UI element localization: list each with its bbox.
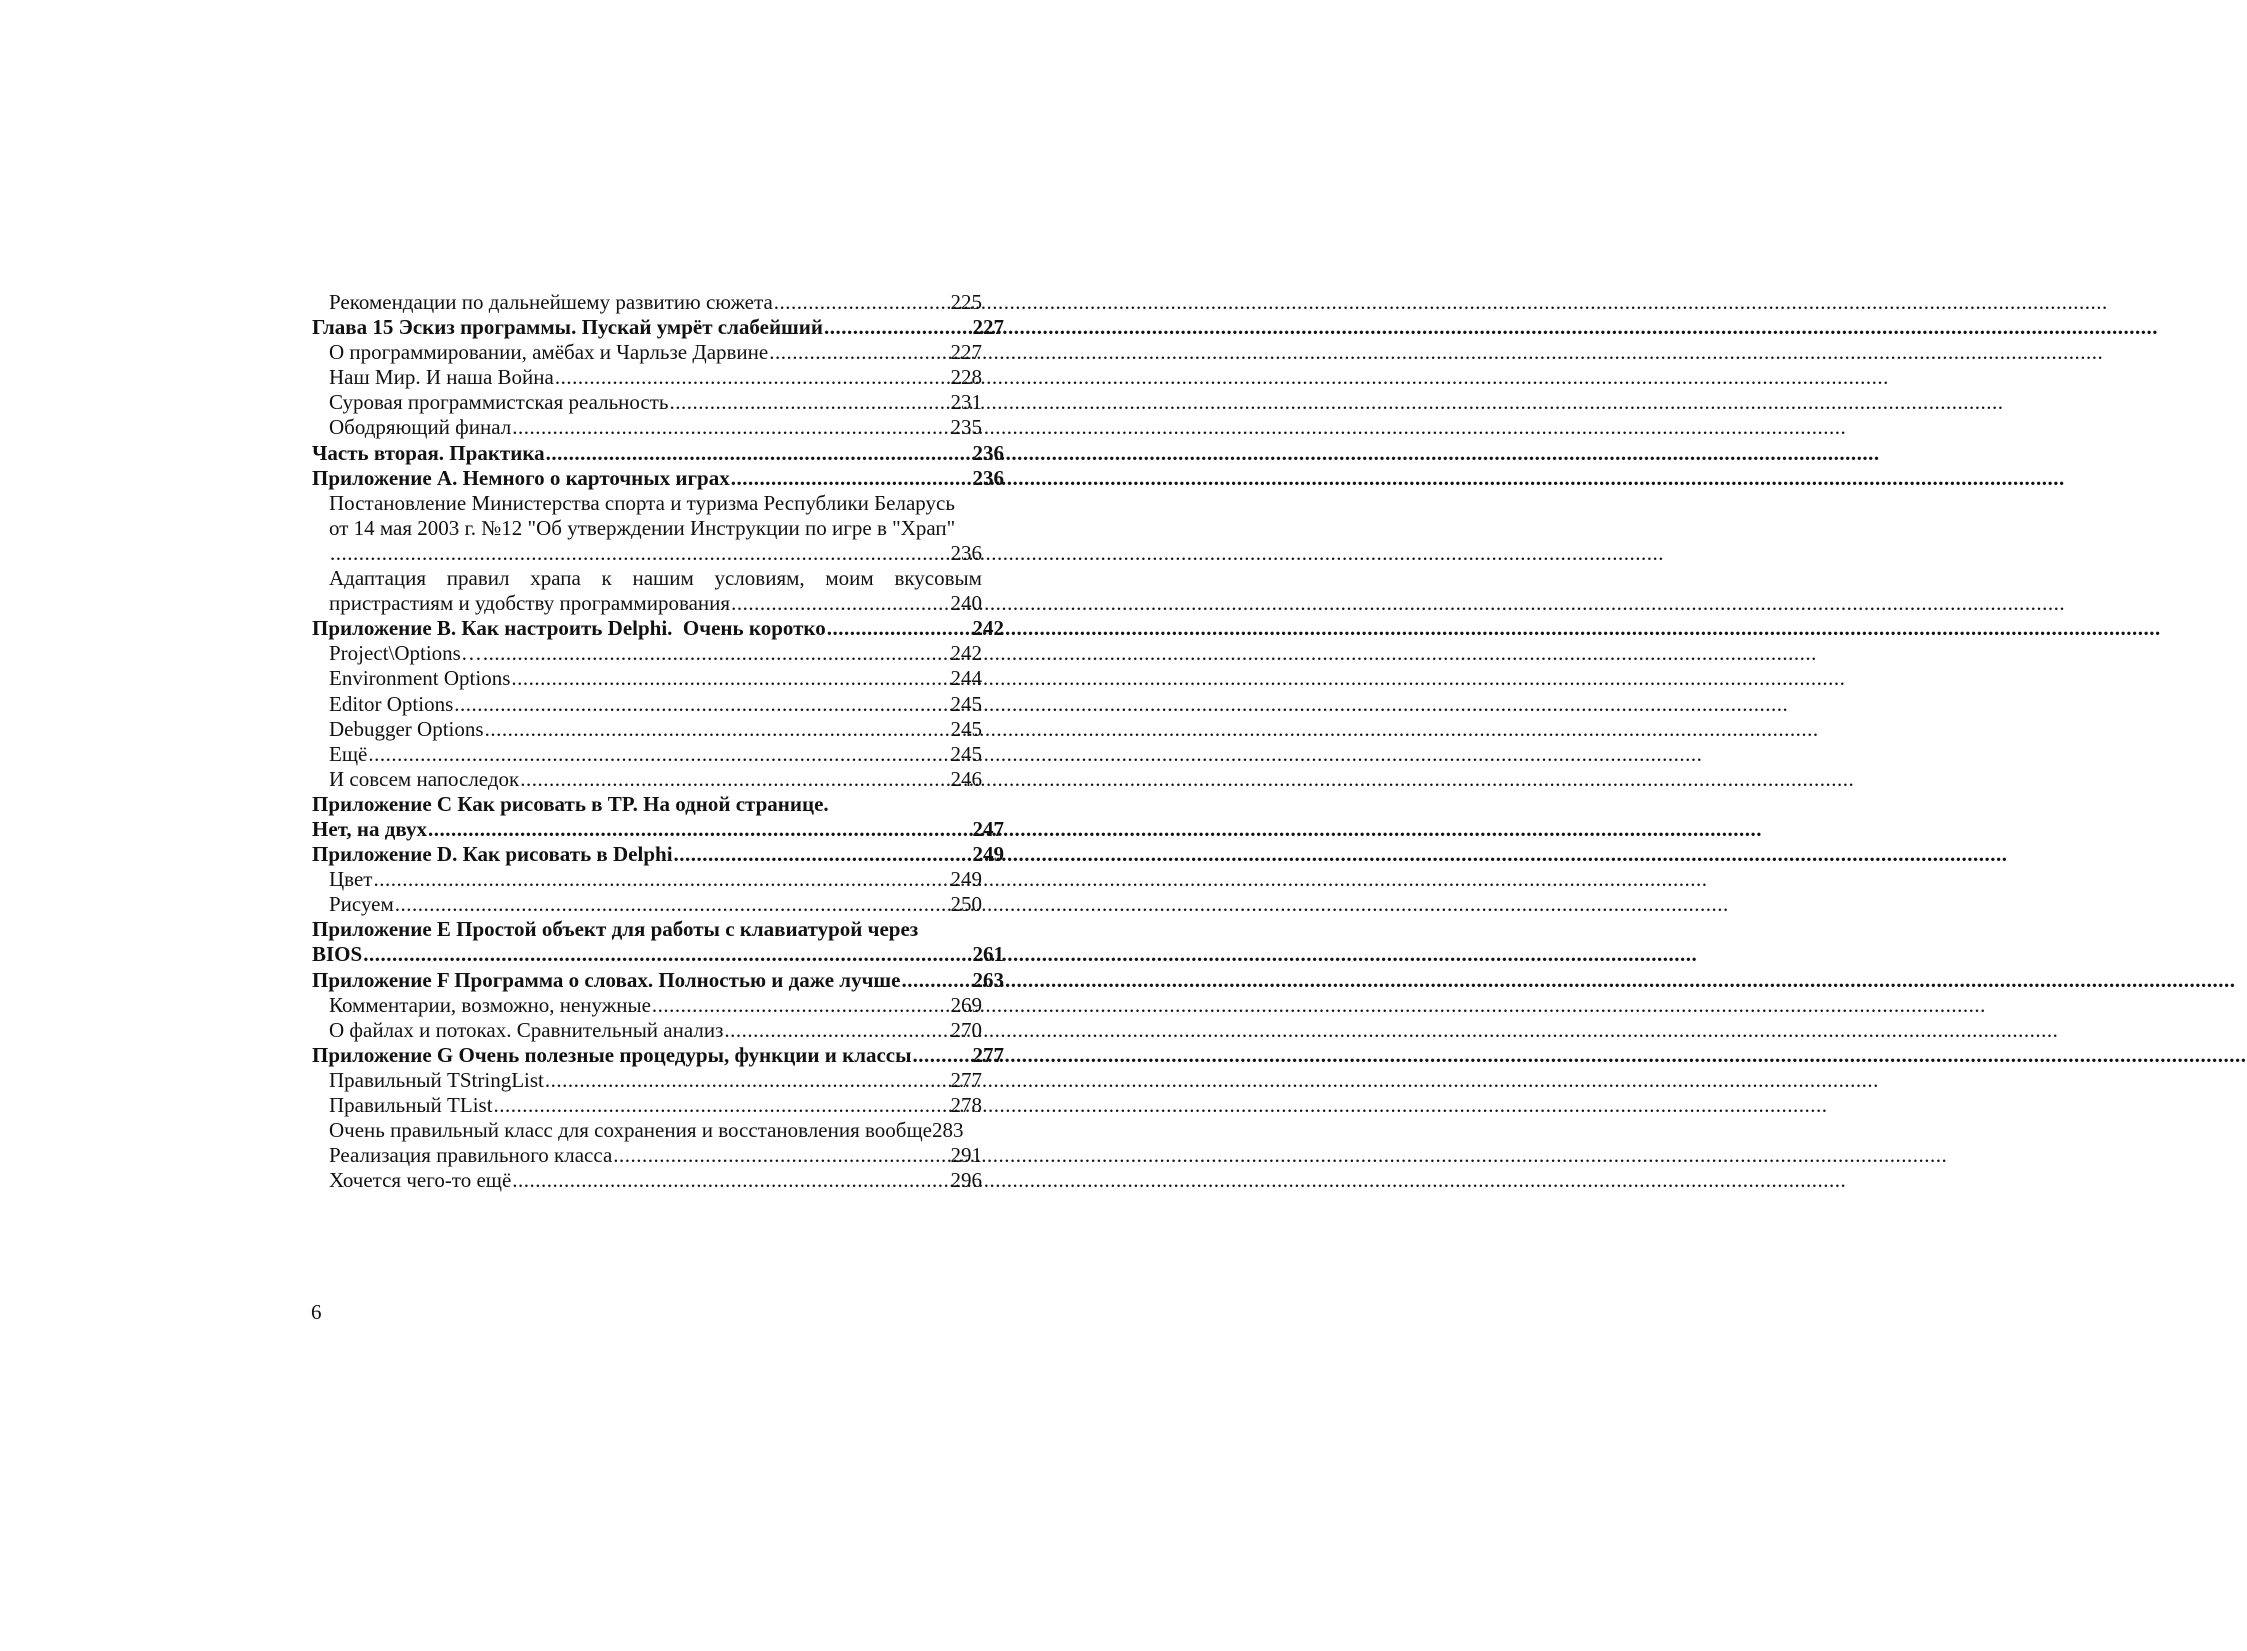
toc-entry[interactable]	[312, 692, 1004, 717]
toc-entry[interactable]	[312, 290, 1004, 315]
toc-chapter-title-line: BIOS	[312, 942, 363, 967]
dot-leader	[774, 290, 950, 315]
toc-chapter-title: Приложение А. Немного о карточных играх	[312, 465, 730, 490]
toc-entry-title: Хочется чего-то ещё	[329, 1168, 512, 1193]
dot-leader	[545, 1068, 950, 1093]
dot-leader	[368, 742, 949, 767]
toc-entry-leader-line	[312, 591, 1004, 616]
toc-chapter-leader-line	[312, 817, 1004, 842]
toc-chapter-multiline[interactable]	[312, 917, 1004, 967]
toc-entry-page: 277	[950, 1067, 982, 1092]
toc-chapter-title: Приложение D. Как рисовать в Delphi	[312, 842, 673, 867]
page-number: 6	[311, 1300, 322, 1324]
word: условиям,	[714, 566, 805, 591]
toc-entry[interactable]	[312, 390, 1004, 415]
word: моим	[825, 566, 874, 591]
dot-leader	[494, 1093, 950, 1118]
toc-entry[interactable]	[312, 1168, 1004, 1193]
toc-chapter[interactable]	[312, 842, 1004, 867]
word: правил	[446, 566, 510, 591]
dot-leader	[674, 842, 972, 867]
toc-entry-multiline[interactable]	[312, 566, 1004, 616]
word: к	[601, 566, 612, 591]
toc-entry[interactable]	[312, 1118, 1004, 1143]
toc-chapter[interactable]	[312, 1043, 1004, 1068]
dot-leader	[824, 315, 972, 340]
dot-leader	[546, 441, 972, 466]
dot-leader	[512, 415, 949, 440]
toc-entry-page: 236	[950, 540, 982, 565]
toc-chapter-title: Приложение F Программа о словах. Полностью и даже лучше	[312, 967, 901, 992]
toc-entry-page: 245	[950, 741, 982, 766]
toc-entry-title: Debugger Options	[329, 716, 484, 741]
toc-entry-page: 283	[931, 1118, 964, 1143]
toc-entry-title: Ободряющий финал	[329, 415, 512, 440]
word: нашим	[632, 566, 694, 591]
dot-leader	[512, 1168, 949, 1193]
toc-chapter-page: 277	[972, 1042, 1004, 1067]
dot-leader	[731, 591, 949, 616]
toc-chapter-title-line: Приложение E Простой объект для работы с клавиатурой через	[312, 917, 919, 942]
toc-entry-page: 245	[950, 716, 982, 741]
dot-leader	[670, 390, 950, 415]
toc-entry[interactable]	[312, 892, 1004, 917]
toc-chapter-title-line: Приложение C Как рисовать в TP. На одной странице.	[312, 791, 829, 816]
toc-chapter[interactable]	[312, 466, 1004, 491]
toc-entry-multiline[interactable]	[312, 491, 1004, 566]
toc-chapter-leader-line	[312, 942, 1004, 967]
toc-entry-page: 227	[950, 340, 982, 365]
toc-entry-leader-line	[312, 541, 1004, 566]
toc-chapter[interactable]	[312, 315, 1004, 340]
toc-entry-page: 250	[950, 892, 982, 917]
toc-chapter-page: 236	[972, 465, 1004, 490]
dot-leader	[483, 641, 950, 666]
toc-chapter[interactable]	[312, 968, 1004, 993]
toc-chapter-page: 247	[972, 816, 1004, 841]
toc-entry[interactable]	[312, 1018, 1004, 1043]
dot-leader	[913, 1043, 972, 1068]
toc-entry-title: Наш Мир. И наша Война	[329, 365, 554, 390]
dot-leader	[555, 365, 950, 390]
toc-entry-page: 228	[950, 365, 982, 390]
toc-entry-title: Цвет	[329, 867, 373, 892]
toc-entry-page: 270	[950, 1017, 982, 1042]
toc-entry-page: 269	[950, 992, 982, 1017]
toc-chapter-page: 263	[972, 967, 1004, 992]
toc-chapter-page: 242	[972, 616, 1004, 641]
toc-entry-title: Правильный TList	[329, 1093, 493, 1117]
toc-entry-page: 231	[950, 390, 982, 415]
toc-chapter-title-line: Нет, на двух	[312, 816, 427, 841]
toc-entry-title: О программировании, амёбах и Чарльзе Дарвине	[329, 340, 769, 365]
toc-chapter-page: 227	[972, 315, 1004, 340]
toc-entry-page: 242	[950, 641, 982, 666]
toc-chapter-title: Приложение B. Как настроить Delphi. Очень коротко	[312, 616, 826, 641]
dot-leader	[769, 340, 949, 365]
toc-entry-title: Project\Options…	[329, 641, 482, 666]
toc-entry[interactable]	[312, 867, 1004, 892]
dot-leader	[511, 666, 949, 691]
toc-entry[interactable]	[312, 1143, 1004, 1168]
dot-leader	[520, 767, 949, 792]
toc-entry[interactable]	[312, 1093, 1004, 1118]
dot-leader	[428, 817, 972, 842]
toc-entry-title-line: пристрастиям и удобству программирования	[329, 591, 731, 616]
dot-leader	[395, 892, 950, 917]
toc-chapter-title: Часть вторая. Практика	[312, 440, 545, 465]
toc-entry-title: О файлах и потоках. Сравнительный анализ	[329, 1017, 724, 1042]
dot-leader	[731, 466, 972, 491]
toc-entry[interactable]	[312, 641, 1004, 666]
dot-leader	[827, 616, 972, 641]
dot-leader	[485, 717, 950, 742]
toc-entry[interactable]	[312, 365, 1004, 390]
toc-entry-title: Суровая программистская реальность	[329, 390, 669, 415]
toc-entry-title-line: Постановление Министерства спорта и туризма Республики Беларусь	[329, 490, 955, 515]
dot-leader	[901, 968, 971, 993]
toc-entry[interactable]	[312, 666, 1004, 691]
dot-leader	[373, 867, 949, 892]
toc-entry[interactable]	[312, 1068, 1004, 1093]
toc-chapter-multiline[interactable]	[312, 792, 1004, 842]
toc-chapter-title: Глава 15 Эскиз программы. Пускай умрёт слабейший	[312, 315, 823, 340]
toc-entry[interactable]	[312, 767, 1004, 792]
word: вкусовым	[894, 566, 982, 591]
toc-chapter-title: Приложение G Очень полезные процедуры, функции и классы	[312, 1042, 912, 1067]
toc-entry-page: 296	[950, 1168, 982, 1193]
table-of-contents	[312, 290, 1004, 1193]
toc-entry-title: Environment Options	[329, 666, 511, 691]
toc-entry-page: 278	[950, 1093, 982, 1117]
toc-entry[interactable]	[312, 340, 1004, 365]
word: Адаптация	[329, 566, 427, 591]
dot-leader	[652, 993, 950, 1018]
toc-entry-title: Editor Options	[329, 691, 454, 716]
toc-entry-page: 240	[950, 591, 982, 616]
toc-chapter-page: 236	[972, 440, 1004, 465]
toc-entry-title: Рекомендации по дальнейшему развитию сюжета	[329, 290, 773, 314]
toc-entry[interactable]	[312, 742, 1004, 767]
toc-chapter-page: 261	[972, 942, 1004, 967]
word: храпа	[530, 566, 581, 591]
toc-entry-title-line: от 14 мая 2003 г. №12 "Об утверждении Инструкции по игре в "Храп"	[329, 515, 956, 540]
toc-entry-title: Правильный TStringList	[329, 1067, 544, 1092]
dot-leader	[613, 1143, 949, 1168]
toc-chapter-page: 249	[972, 842, 1004, 867]
toc-chapter[interactable]	[312, 616, 1004, 641]
dot-leader	[454, 692, 949, 717]
toc-entry[interactable]	[312, 717, 1004, 742]
toc-entry-page: 225	[950, 290, 982, 314]
toc-entry-title: Рисуем	[329, 892, 394, 917]
dot-leader	[363, 942, 971, 967]
dot-leader	[330, 541, 950, 566]
toc-entry-page: 244	[950, 666, 982, 691]
toc-entry-title: Очень правильный класс для сохранения и восстановления вообще	[329, 1118, 932, 1143]
toc-entry-page: 291	[950, 1143, 982, 1168]
dot-leader	[724, 1018, 949, 1043]
toc-entry-title: И совсем напоследок	[329, 766, 520, 791]
toc-entry-title: Ещё	[329, 741, 368, 766]
toc-entry-page: 246	[950, 766, 982, 791]
toc-entry-title: Реализация правильного класса	[329, 1143, 613, 1168]
toc-entry-page: 235	[950, 415, 982, 440]
toc-entry-page: 245	[950, 691, 982, 716]
toc-entry[interactable]	[312, 415, 1004, 440]
toc-chapter[interactable]	[312, 441, 1004, 466]
toc-entry[interactable]	[312, 993, 1004, 1018]
toc-entry-title: Комментарии, возможно, ненужные	[329, 992, 651, 1017]
toc-entry-page: 249	[950, 867, 982, 892]
toc-entry-title-line	[312, 566, 1004, 591]
